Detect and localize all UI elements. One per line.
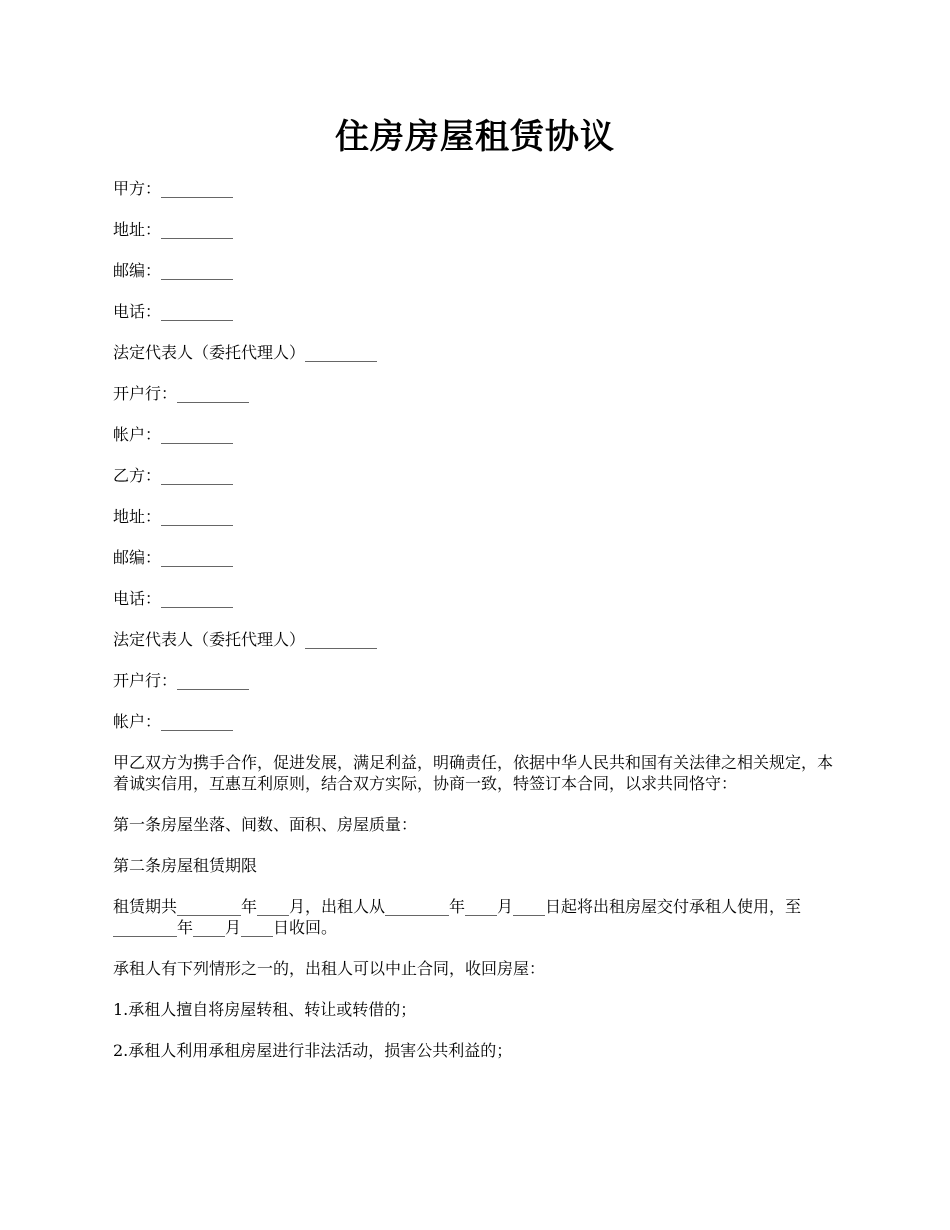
party-a-bank: 开户行：_________ [113, 384, 250, 403]
document-body [113, 178, 843, 1081]
party-b-account: 帐户：_________ [113, 712, 234, 731]
party-b-phone: 电话：_________ [113, 589, 234, 608]
article-2-heading: 第二条房屋租赁期限 [113, 856, 258, 875]
termination-item: 2.承租人利用承租房屋进行非法活动，损害公共利益的； [113, 1041, 513, 1060]
document-title: 住房房屋租赁协议 [335, 117, 615, 157]
party-b-address: 地址：_________ [113, 507, 234, 526]
party-a-account: 帐户：_________ [113, 425, 234, 444]
party-b-representative: 法定代表人（委托代理人）_________ [113, 630, 378, 649]
party-a-postcode: 邮编：_________ [113, 261, 234, 280]
party-a-phone: 电话：_________ [113, 302, 234, 321]
party-b-name: 乙方：_________ [113, 466, 234, 485]
preamble-paragraph: 甲乙双方为携手合作，促进发展，满足利益，明确责任，依据中华人民共和国有关法律之相关规定，本着诚实信用，互惠互利原则，结合双方实际，协商一致，特签订本合同，以求共同恪守： [113, 753, 834, 793]
termination-intro: 承租人有下列情形之一的，出租人可以中止合同，收回房屋： [113, 959, 546, 978]
article-1-heading: 第一条房屋坐落、间数、面积、房屋质量： [113, 815, 418, 834]
party-a-name: 甲方：_________ [113, 179, 234, 198]
lease-term-paragraph: 租赁期共________年____月，出租人从________年____月____日起将出租房屋交付承租人使用，至________年____月____日收回。 [113, 897, 802, 937]
party-a-representative: 法定代表人（委托代理人）_________ [113, 343, 378, 362]
party-b-bank: 开户行：_________ [113, 671, 250, 690]
party-a-address: 地址：_________ [113, 220, 234, 239]
termination-item: 1.承租人擅自将房屋转租、转让或转借的； [113, 1000, 417, 1019]
party-b-postcode: 邮编：_________ [113, 548, 234, 567]
